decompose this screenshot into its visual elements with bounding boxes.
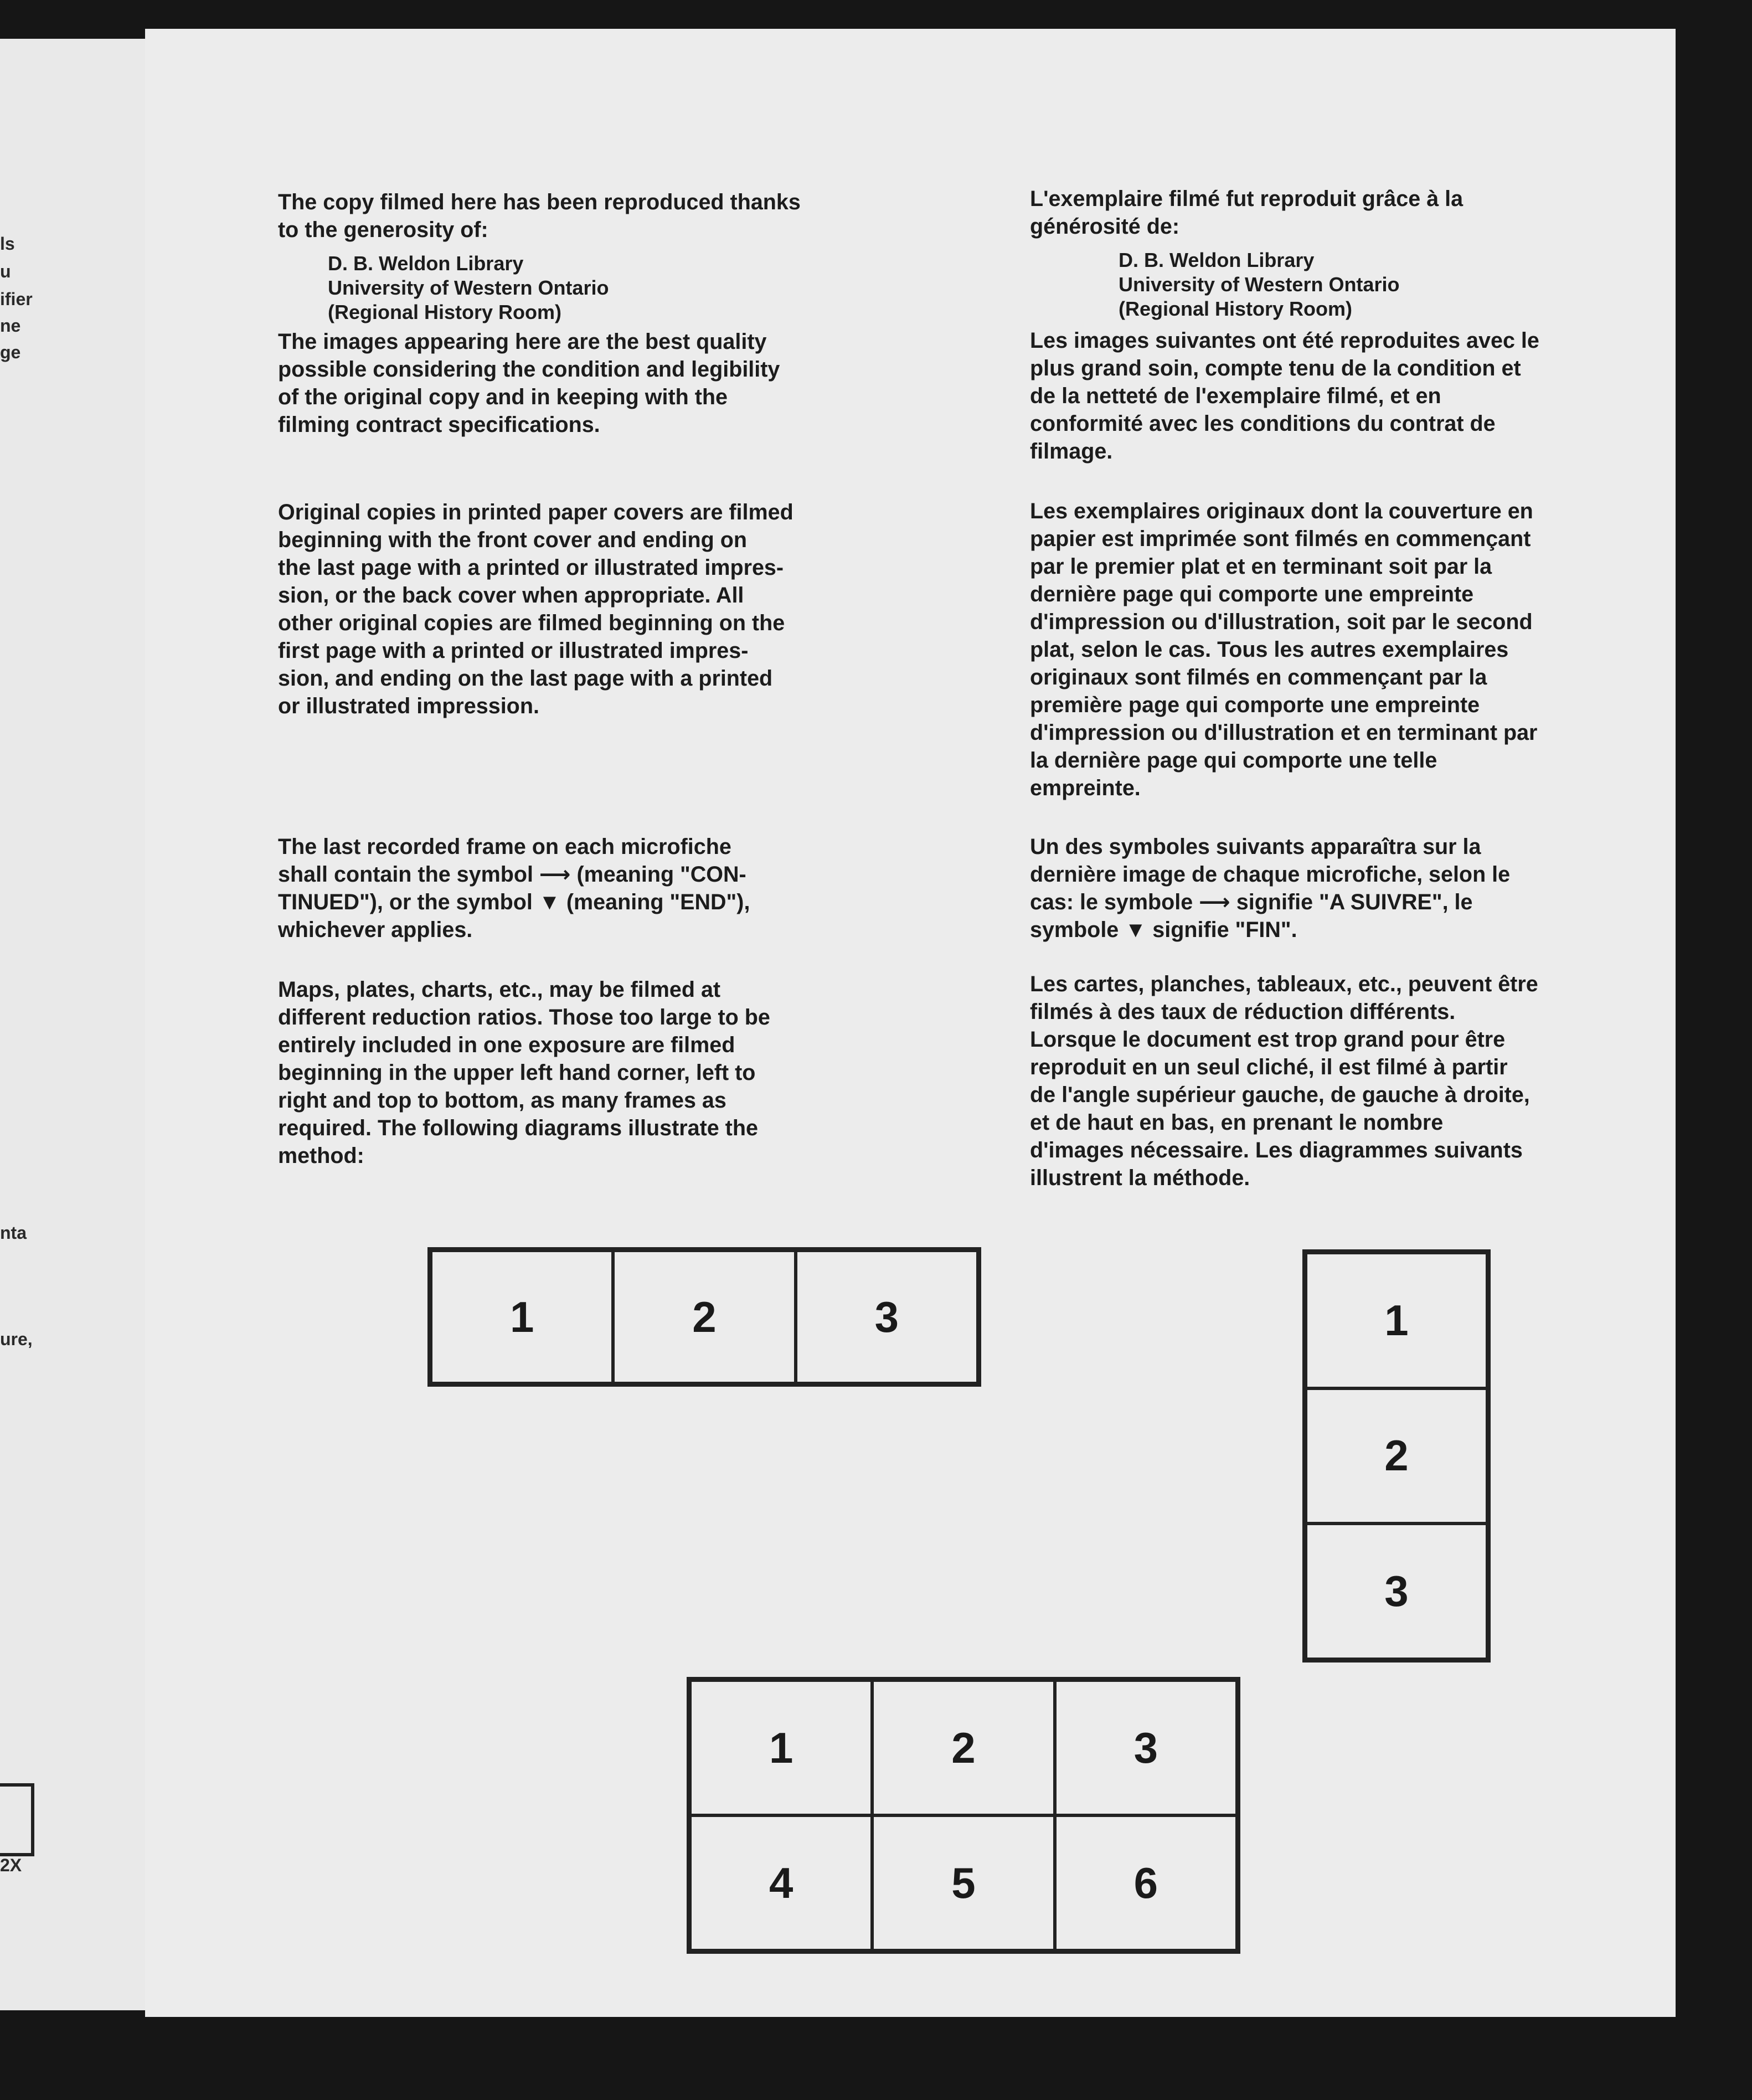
adjacent-text-fragment: ne [0,316,21,336]
thanks-paragraph-en: The copy filmed here has been reproduced thanks to the generosity of: [278,190,801,242]
frame-cell: 2 [1306,1388,1487,1524]
adjacent-page-strip [0,39,145,2010]
adjacent-text-fragment: ifier [0,289,33,309]
adjacent-text-fragment: nta [0,1223,27,1243]
frame-cell: 3 [1306,1523,1487,1659]
diagram-vertical [1302,1249,1491,1662]
frame-cell: 2 [872,1680,1054,1815]
originals-paragraph-en: Original copies in printed paper covers are filmed beginning with the front cover and ending on the last page with a printed or illustrated impres- sion, or the back cover when appropriate. All other original copies are filmed beginning on the first page with a printed or illustrated impres- sion, and ending on the last page with a printed or illustrated impression. [278,500,793,718]
quality-paragraph-en: The images appearing here are the best quality possible considering the condition and legibility of the original copy and in keeping with the filming contract specifications. [278,330,780,437]
frame-cell: 3 [1055,1680,1237,1815]
quality-paragraph-fr: Les images suivantes ont été reproduites avec le plus grand soin, compte tenu de la condition et de la netteté de l'exemplaire filmé, et en conformité avec les conditions du contrat de filmage. [1030,328,1539,464]
library-block-fr: D. B. Weldon Library University of Western Ontario (Regional History Room) [1119,249,1400,320]
frame-cell: 2 [613,1250,795,1383]
frame-cell: 1 [690,1680,872,1815]
diagram-grid [687,1677,1240,1954]
adjacent-text-fragment: ls [0,234,15,254]
frame-cell: 5 [872,1815,1054,1950]
frame-cell: 3 [796,1250,978,1383]
diagram-horizontal [427,1247,981,1387]
frame-cell: 6 [1055,1815,1237,1950]
adjacent-diagram-box [0,1783,34,1856]
adjacent-text-fragment: 2X [0,1855,22,1875]
frame-cell: 1 [431,1250,613,1383]
frame-cell: 1 [1306,1253,1487,1388]
adjacent-text-fragment: ge [0,342,21,362]
adjacent-text-fragment: ure, [0,1329,33,1349]
thanks-paragraph-fr: L'exemplaire filmé fut reproduit grâce à la générosité de: [1030,187,1464,239]
maps-paragraph-en: Maps, plates, charts, etc., may be filmed at different reduction ratios. Those too large to be entirely included in one exposure are filmed beginning in the upper left hand corner, left to right and top to bottom, as many frames as required. The following diagrams illustrate the method: [278,977,770,1168]
library-block-en: D. B. Weldon Library University of Western Ontario (Regional History Room) [328,252,609,323]
originals-paragraph-fr: Les exemplaires originaux dont la couverture en papier est imprimée sont filmés en commençant par le premier plat et en terminant soit par la dernière page qui comporte une empreinte d'impression ou d'illustration, soit par le second plat, selon le cas. Tous les autres exemplaires originaux sont filmés en commençant par la première page qui comporte une empreinte d'impression ou d'illustration et en terminant par la dernière page qui comporte une telle empreinte. [1030,499,1538,800]
symbols-paragraph-en: The last recorded frame on each microfiche shall contain the symbol ⟶ (meaning "CON- TINUED"), or the symbol ▼ (meaning "END"), whichever applies. [278,835,750,942]
symbols-paragraph-fr: Un des symboles suivants apparaîtra sur la dernière image de chaque microfiche, selon le cas: le symbole ⟶ signifie "A SUIVRE", le symbole ▼ signifie "FIN". [1030,835,1511,942]
scanned-page [145,29,1676,2017]
maps-paragraph-fr: Les cartes, planches, tableaux, etc., peuvent être filmés à des taux de réduction différents. Lorsque le document est trop grand pour être reproduit en un seul cliché, il est filmé à partir de l'angle supérieur gauche, de gauche à droite, et de haut en bas, en prenant le nombre d'images nécessaire. Les diagrammes suivants illustrent la méthode. [1030,972,1538,1190]
adjacent-text-fragment: u [0,261,11,281]
frame-cell: 4 [690,1815,872,1950]
